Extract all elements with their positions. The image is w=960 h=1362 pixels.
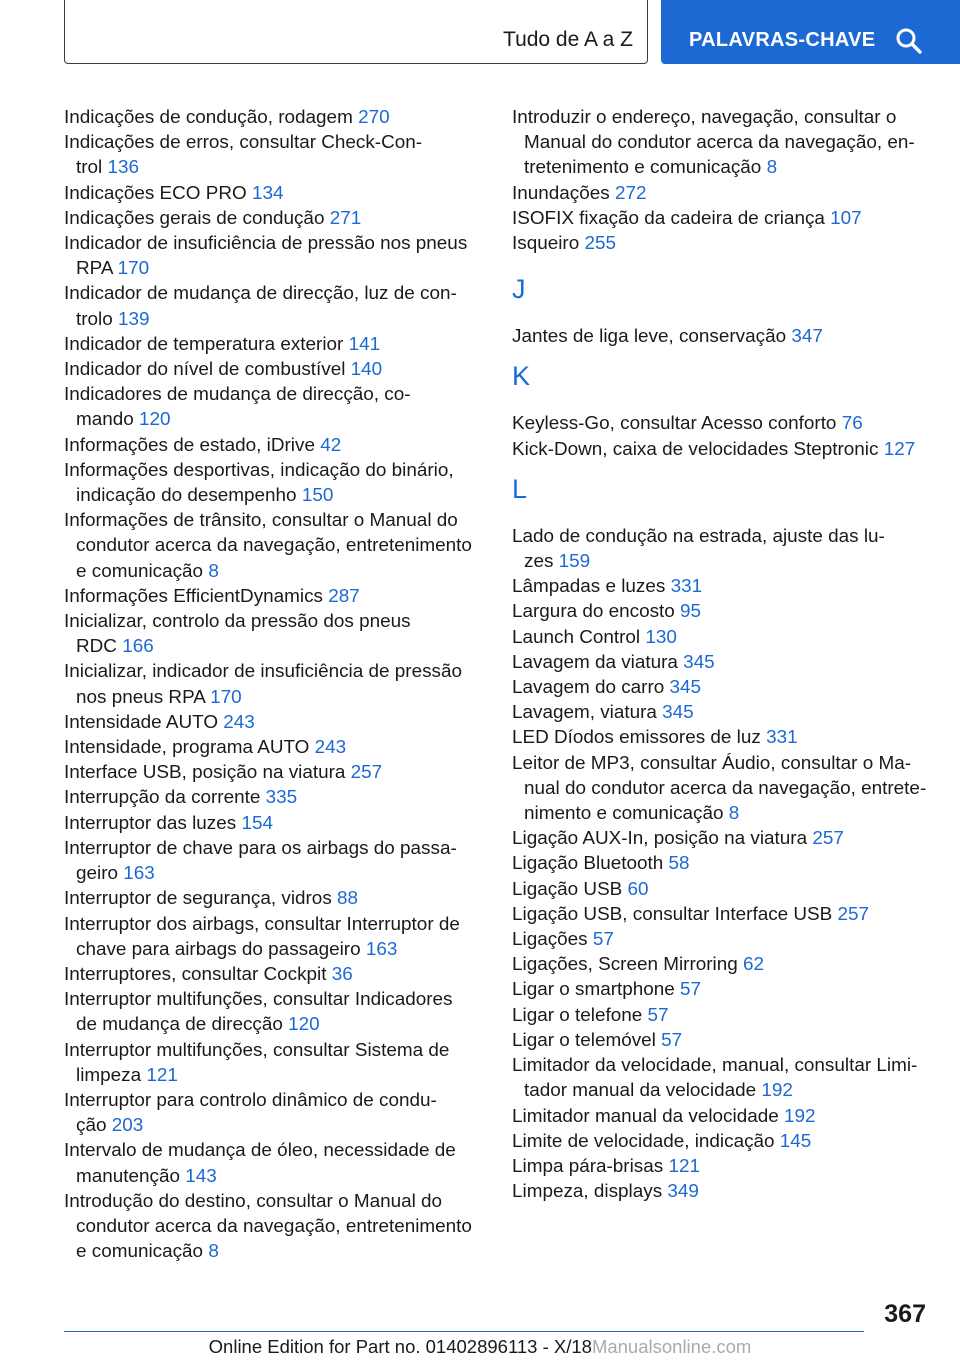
page-link[interactable]: 192 bbox=[761, 1080, 793, 1102]
entry-text: Interrupção da corrente bbox=[64, 787, 266, 809]
index-entry bbox=[512, 231, 932, 256]
page-link[interactable]: 42 bbox=[320, 434, 342, 456]
index-entry bbox=[512, 105, 932, 181]
page-link[interactable]: 120 bbox=[288, 1014, 320, 1036]
index-entry bbox=[512, 324, 932, 349]
index-entry bbox=[512, 599, 932, 624]
entry-text: Limitador manual da velocidade bbox=[512, 1105, 784, 1127]
entry-text: Ligação USB bbox=[512, 878, 628, 900]
entry-text: Ligação AUX-In, posição na viatura bbox=[512, 828, 813, 850]
index-entry bbox=[64, 710, 482, 735]
page-link[interactable]: 192 bbox=[783, 1105, 816, 1127]
entry-text: Interruptor das luzes bbox=[64, 812, 242, 834]
entry-text: Intensidade AUTO bbox=[64, 711, 224, 733]
index-entry bbox=[64, 357, 482, 382]
page-link[interactable]: 257 bbox=[350, 762, 383, 784]
entry-text: Largura do encosto bbox=[512, 601, 681, 623]
entry-text: Ligar o telemóvel bbox=[512, 1029, 662, 1051]
index-entry bbox=[64, 912, 482, 962]
footer-watermark: Manualsonline.com bbox=[591, 1336, 752, 1357]
page-link[interactable]: 136 bbox=[107, 157, 140, 179]
page-link[interactable]: 145 bbox=[779, 1130, 812, 1152]
page-link[interactable]: 163 bbox=[365, 938, 398, 960]
page-link[interactable]: 121 bbox=[146, 1064, 178, 1086]
page-link[interactable]: 8 bbox=[208, 560, 219, 582]
entry-list bbox=[64, 105, 482, 1264]
entry-text: Interruptor de chave para os airbags do passa- geiro bbox=[64, 837, 457, 885]
index-entry bbox=[64, 584, 482, 609]
index-entry bbox=[64, 105, 482, 130]
entry-text: Leitor de MP3, consultar Áudio, consultar o Ma- nual do condutor acerca da navegação, entrete- nimento e comunicação bbox=[512, 752, 927, 825]
index-entry bbox=[64, 609, 482, 659]
page-link[interactable]: 57 bbox=[680, 979, 702, 1001]
entry-text: Interruptor de segurança, vidros bbox=[64, 888, 338, 910]
entry-text: Introdução do destino, consultar o Manual do condutor acerca da navegação, entretenimento e comunicação bbox=[64, 1190, 472, 1263]
page-link[interactable]: 154 bbox=[241, 812, 273, 834]
index-entry bbox=[64, 433, 482, 458]
index-entry bbox=[512, 650, 932, 675]
entry-text: Ligar o smartphone bbox=[512, 979, 681, 1001]
page-link[interactable]: 347 bbox=[791, 326, 823, 348]
entry-text: Ligações, Screen Mirroring bbox=[512, 954, 743, 976]
page-link[interactable]: 127 bbox=[883, 438, 916, 460]
footer bbox=[0, 1334, 960, 1360]
index-entry bbox=[512, 851, 932, 876]
page-link[interactable]: 287 bbox=[328, 585, 360, 607]
entry-text: Informações de estado, iDrive bbox=[64, 434, 321, 456]
tab-keywords[interactable] bbox=[661, 0, 960, 64]
index-entry bbox=[512, 902, 932, 927]
entry-list bbox=[512, 105, 932, 256]
entry-list bbox=[512, 524, 932, 1204]
index-entry bbox=[64, 836, 482, 886]
page-link[interactable]: 141 bbox=[348, 333, 381, 355]
index-entry bbox=[64, 1138, 482, 1188]
index-entry bbox=[64, 508, 482, 584]
page-link[interactable]: 134 bbox=[251, 182, 284, 204]
index-entry bbox=[64, 1038, 482, 1088]
index-entry bbox=[512, 751, 932, 827]
page-link[interactable]: 345 bbox=[669, 677, 702, 699]
page-link[interactable]: 345 bbox=[683, 651, 715, 673]
page-link[interactable]: 62 bbox=[743, 954, 765, 976]
index-entry bbox=[512, 181, 932, 206]
entry-text: Indicações ECO PRO bbox=[64, 182, 252, 204]
page-link[interactable]: 121 bbox=[668, 1155, 700, 1177]
footer-divider bbox=[64, 1331, 864, 1332]
index-entry bbox=[64, 130, 482, 180]
index-entry bbox=[512, 952, 932, 977]
page-link[interactable]: 243 bbox=[223, 711, 255, 733]
tab-a-to-z[interactable] bbox=[64, 0, 648, 64]
page-link[interactable]: 130 bbox=[645, 626, 677, 648]
entry-text: Intervalo de mudança de óleo, necessidade de manutenção bbox=[64, 1140, 456, 1187]
page-link[interactable]: 166 bbox=[122, 636, 154, 658]
entry-text: Interruptor multifunções, consultar Sistema de limpeza bbox=[64, 1039, 450, 1086]
page-link[interactable]: 163 bbox=[123, 863, 155, 885]
entry-text: Indicador de insuficiência de pressão nos pneus RPA bbox=[64, 233, 468, 280]
entry-text: Ligar o telefone bbox=[512, 1004, 648, 1026]
entry-text: Inundações bbox=[512, 182, 615, 204]
entry-text: Lavagem do carro bbox=[512, 677, 670, 699]
entry-text: Indicador de temperatura exterior bbox=[64, 333, 349, 355]
entry-text: Ligação Bluetooth bbox=[512, 853, 669, 875]
page-link[interactable]: 255 bbox=[584, 233, 616, 255]
entry-text: Indicador de mudança de direcção, luz de con- trolo bbox=[64, 283, 457, 330]
index-entry bbox=[512, 1053, 932, 1103]
index-entry bbox=[512, 411, 932, 436]
page-link[interactable]: 36 bbox=[331, 963, 353, 985]
index-entry bbox=[512, 1179, 932, 1204]
page-link[interactable]: 57 bbox=[661, 1029, 683, 1051]
page-link[interactable]: 257 bbox=[812, 828, 844, 850]
page-link[interactable]: 107 bbox=[830, 207, 862, 229]
entry-text: Jantes de liga leve, conservação bbox=[512, 326, 792, 348]
page-link[interactable]: 120 bbox=[139, 409, 171, 431]
index-entry bbox=[64, 886, 482, 911]
entry-text: Informações desportivas, indicação do binário, indicação do desempenho bbox=[64, 459, 454, 507]
entry-text: Indicações de condução, rodagem bbox=[64, 107, 359, 128]
index-entry bbox=[512, 977, 932, 1002]
index-entry bbox=[64, 181, 482, 206]
section-letter-j: J bbox=[512, 274, 526, 305]
index-entry bbox=[64, 332, 482, 357]
index-entry bbox=[512, 1028, 932, 1053]
index-column-left bbox=[64, 105, 482, 1264]
index-entry bbox=[512, 1003, 932, 1028]
entry-text: Interface USB, posição na viatura bbox=[64, 762, 351, 784]
entry-text: Lado de condução na estrada, ajuste das lu- zes bbox=[512, 525, 885, 573]
index-entry bbox=[64, 811, 482, 836]
page-link[interactable]: 58 bbox=[668, 853, 690, 875]
page-link[interactable]: 270 bbox=[358, 107, 390, 128]
entry-text: Launch Control bbox=[512, 626, 646, 648]
page-link[interactable]: 170 bbox=[117, 258, 150, 280]
page-link[interactable]: 257 bbox=[837, 903, 870, 925]
index-entry bbox=[512, 927, 932, 952]
entry-text: Isqueiro bbox=[512, 233, 585, 255]
entry-text: Indicador do nível de combustível bbox=[64, 359, 351, 381]
page-link[interactable]: 57 bbox=[592, 929, 614, 951]
entry-text: Introduzir o endereço, navegação, consultar o Manual do condutor acerca da navegação, en- tretenimento e comunicação bbox=[512, 107, 915, 179]
entry-text: Ligação USB, consultar Interface USB bbox=[512, 903, 838, 925]
entry-text: Inicializar, controlo da pressão dos pneus RDC bbox=[64, 611, 411, 658]
index-entry bbox=[64, 382, 482, 432]
page-link[interactable]: 331 bbox=[670, 576, 703, 598]
page-link[interactable]: 150 bbox=[301, 485, 334, 507]
entry-text: Limpa pára-brisas bbox=[512, 1155, 669, 1177]
page-link[interactable]: 60 bbox=[627, 878, 649, 900]
index-entry bbox=[512, 826, 932, 851]
index-entry bbox=[64, 659, 482, 709]
entry-text: Indicações gerais de condução bbox=[64, 207, 330, 229]
index-entry bbox=[512, 1104, 932, 1129]
index-entry bbox=[512, 1154, 932, 1179]
page-link[interactable]: 8 bbox=[766, 157, 778, 179]
entry-text: Limite de velocidade, indicação bbox=[512, 1130, 780, 1152]
entry-list bbox=[512, 324, 932, 349]
index-entry bbox=[64, 785, 482, 810]
entry-text: ISOFIX fixação da cadeira de criança bbox=[512, 207, 831, 229]
index-entry bbox=[512, 725, 932, 750]
index-entry bbox=[512, 206, 932, 231]
page-link[interactable]: 349 bbox=[667, 1181, 699, 1203]
index-entry bbox=[64, 231, 482, 281]
page-link[interactable]: 95 bbox=[680, 601, 702, 623]
entry-text: Informações de trânsito, consultar o Manual do condutor acerca da navegação, entretenimento e comunicação bbox=[64, 510, 472, 582]
entry-text: LED Díodos emissores de luz bbox=[512, 727, 767, 749]
page-link[interactable]: 272 bbox=[614, 182, 647, 204]
index-entry bbox=[64, 962, 482, 987]
search-icon[interactable] bbox=[895, 27, 923, 55]
index-column-right bbox=[512, 105, 932, 1204]
index-entry bbox=[64, 1088, 482, 1138]
page-link[interactable]: 88 bbox=[337, 888, 359, 910]
page-link[interactable]: 8 bbox=[208, 1241, 219, 1263]
index-entry bbox=[64, 987, 482, 1037]
entry-text: Inicializar, indicador de insuficiência de pressão nos pneus RPA bbox=[64, 661, 462, 708]
index-entry bbox=[64, 1189, 482, 1265]
index-entry bbox=[512, 877, 932, 902]
index-entry bbox=[64, 760, 482, 785]
index-entry bbox=[64, 735, 482, 760]
index-entry bbox=[64, 281, 482, 331]
entry-list bbox=[512, 411, 932, 461]
footer-edition: Online Edition for Part no. 01402896113 - X/18 bbox=[208, 1336, 592, 1357]
tab-a-to-z-label: Tudo de A a Z bbox=[503, 28, 633, 51]
section-letter-k: K bbox=[512, 361, 531, 392]
index-entry bbox=[512, 574, 932, 599]
page-link[interactable]: 76 bbox=[841, 413, 863, 435]
index-entry bbox=[64, 206, 482, 231]
entry-text: Intensidade, programa AUTO bbox=[64, 737, 315, 759]
page-link[interactable]: 57 bbox=[647, 1004, 669, 1026]
page-link[interactable]: 170 bbox=[210, 686, 242, 708]
index-entry bbox=[512, 700, 932, 725]
section-letter-l: L bbox=[512, 473, 528, 504]
entry-text: Indicadores de mudança de direcção, co- mando bbox=[64, 384, 411, 431]
entry-text: Kick-Down, caixa de velocidades Steptronic bbox=[512, 438, 884, 460]
entry-text: Interruptores, consultar Cockpit bbox=[64, 963, 332, 985]
entry-text: Indicações de erros, consultar Check-Con- trol bbox=[64, 132, 423, 179]
index-entry bbox=[64, 458, 482, 508]
page-link[interactable]: 203 bbox=[111, 1115, 144, 1137]
entry-text: Lâmpadas e luzes bbox=[512, 576, 671, 598]
index-entry bbox=[512, 625, 932, 650]
entry-text: Interruptor multifunções, consultar Indicadores de mudança de direcção bbox=[64, 989, 453, 1036]
entry-text: Lavagem da viatura bbox=[512, 651, 684, 673]
entry-text: Interruptor para controlo dinâmico de condu- ção bbox=[64, 1089, 437, 1137]
entry-text: Limitador da velocidade, manual, consultar Limi- tador manual da velocidade bbox=[512, 1055, 918, 1102]
index-entry bbox=[512, 1129, 932, 1154]
entry-text: Ligações bbox=[512, 929, 593, 951]
entry-text: Limpeza, displays bbox=[512, 1181, 668, 1203]
page-link[interactable]: 243 bbox=[314, 737, 347, 759]
page-link[interactable]: 139 bbox=[118, 308, 150, 330]
page-link[interactable]: 8 bbox=[728, 803, 740, 825]
entry-text: Keyless-Go, consultar Acesso conforto bbox=[512, 413, 842, 435]
tab-keywords-label: PALAVRAS-CHAVE bbox=[689, 29, 876, 51]
page-link[interactable]: 345 bbox=[662, 702, 694, 724]
entry-text: Informações EfficientDynamics bbox=[64, 585, 329, 607]
page-link[interactable]: 140 bbox=[350, 359, 383, 381]
page-number: 367 bbox=[884, 1300, 926, 1328]
index-entry bbox=[512, 524, 932, 574]
entry-text: Lavagem, viatura bbox=[512, 702, 663, 724]
page-link[interactable]: 271 bbox=[329, 207, 362, 229]
page-link[interactable]: 143 bbox=[185, 1165, 217, 1187]
page-link[interactable]: 331 bbox=[766, 727, 798, 749]
index-entry bbox=[512, 437, 932, 462]
entry-text: Interruptor dos airbags, consultar Interruptor de chave para airbags do passageiro bbox=[64, 913, 460, 960]
page-link[interactable]: 335 bbox=[265, 787, 298, 809]
page-link[interactable]: 159 bbox=[558, 551, 591, 573]
index-entry bbox=[512, 675, 932, 700]
